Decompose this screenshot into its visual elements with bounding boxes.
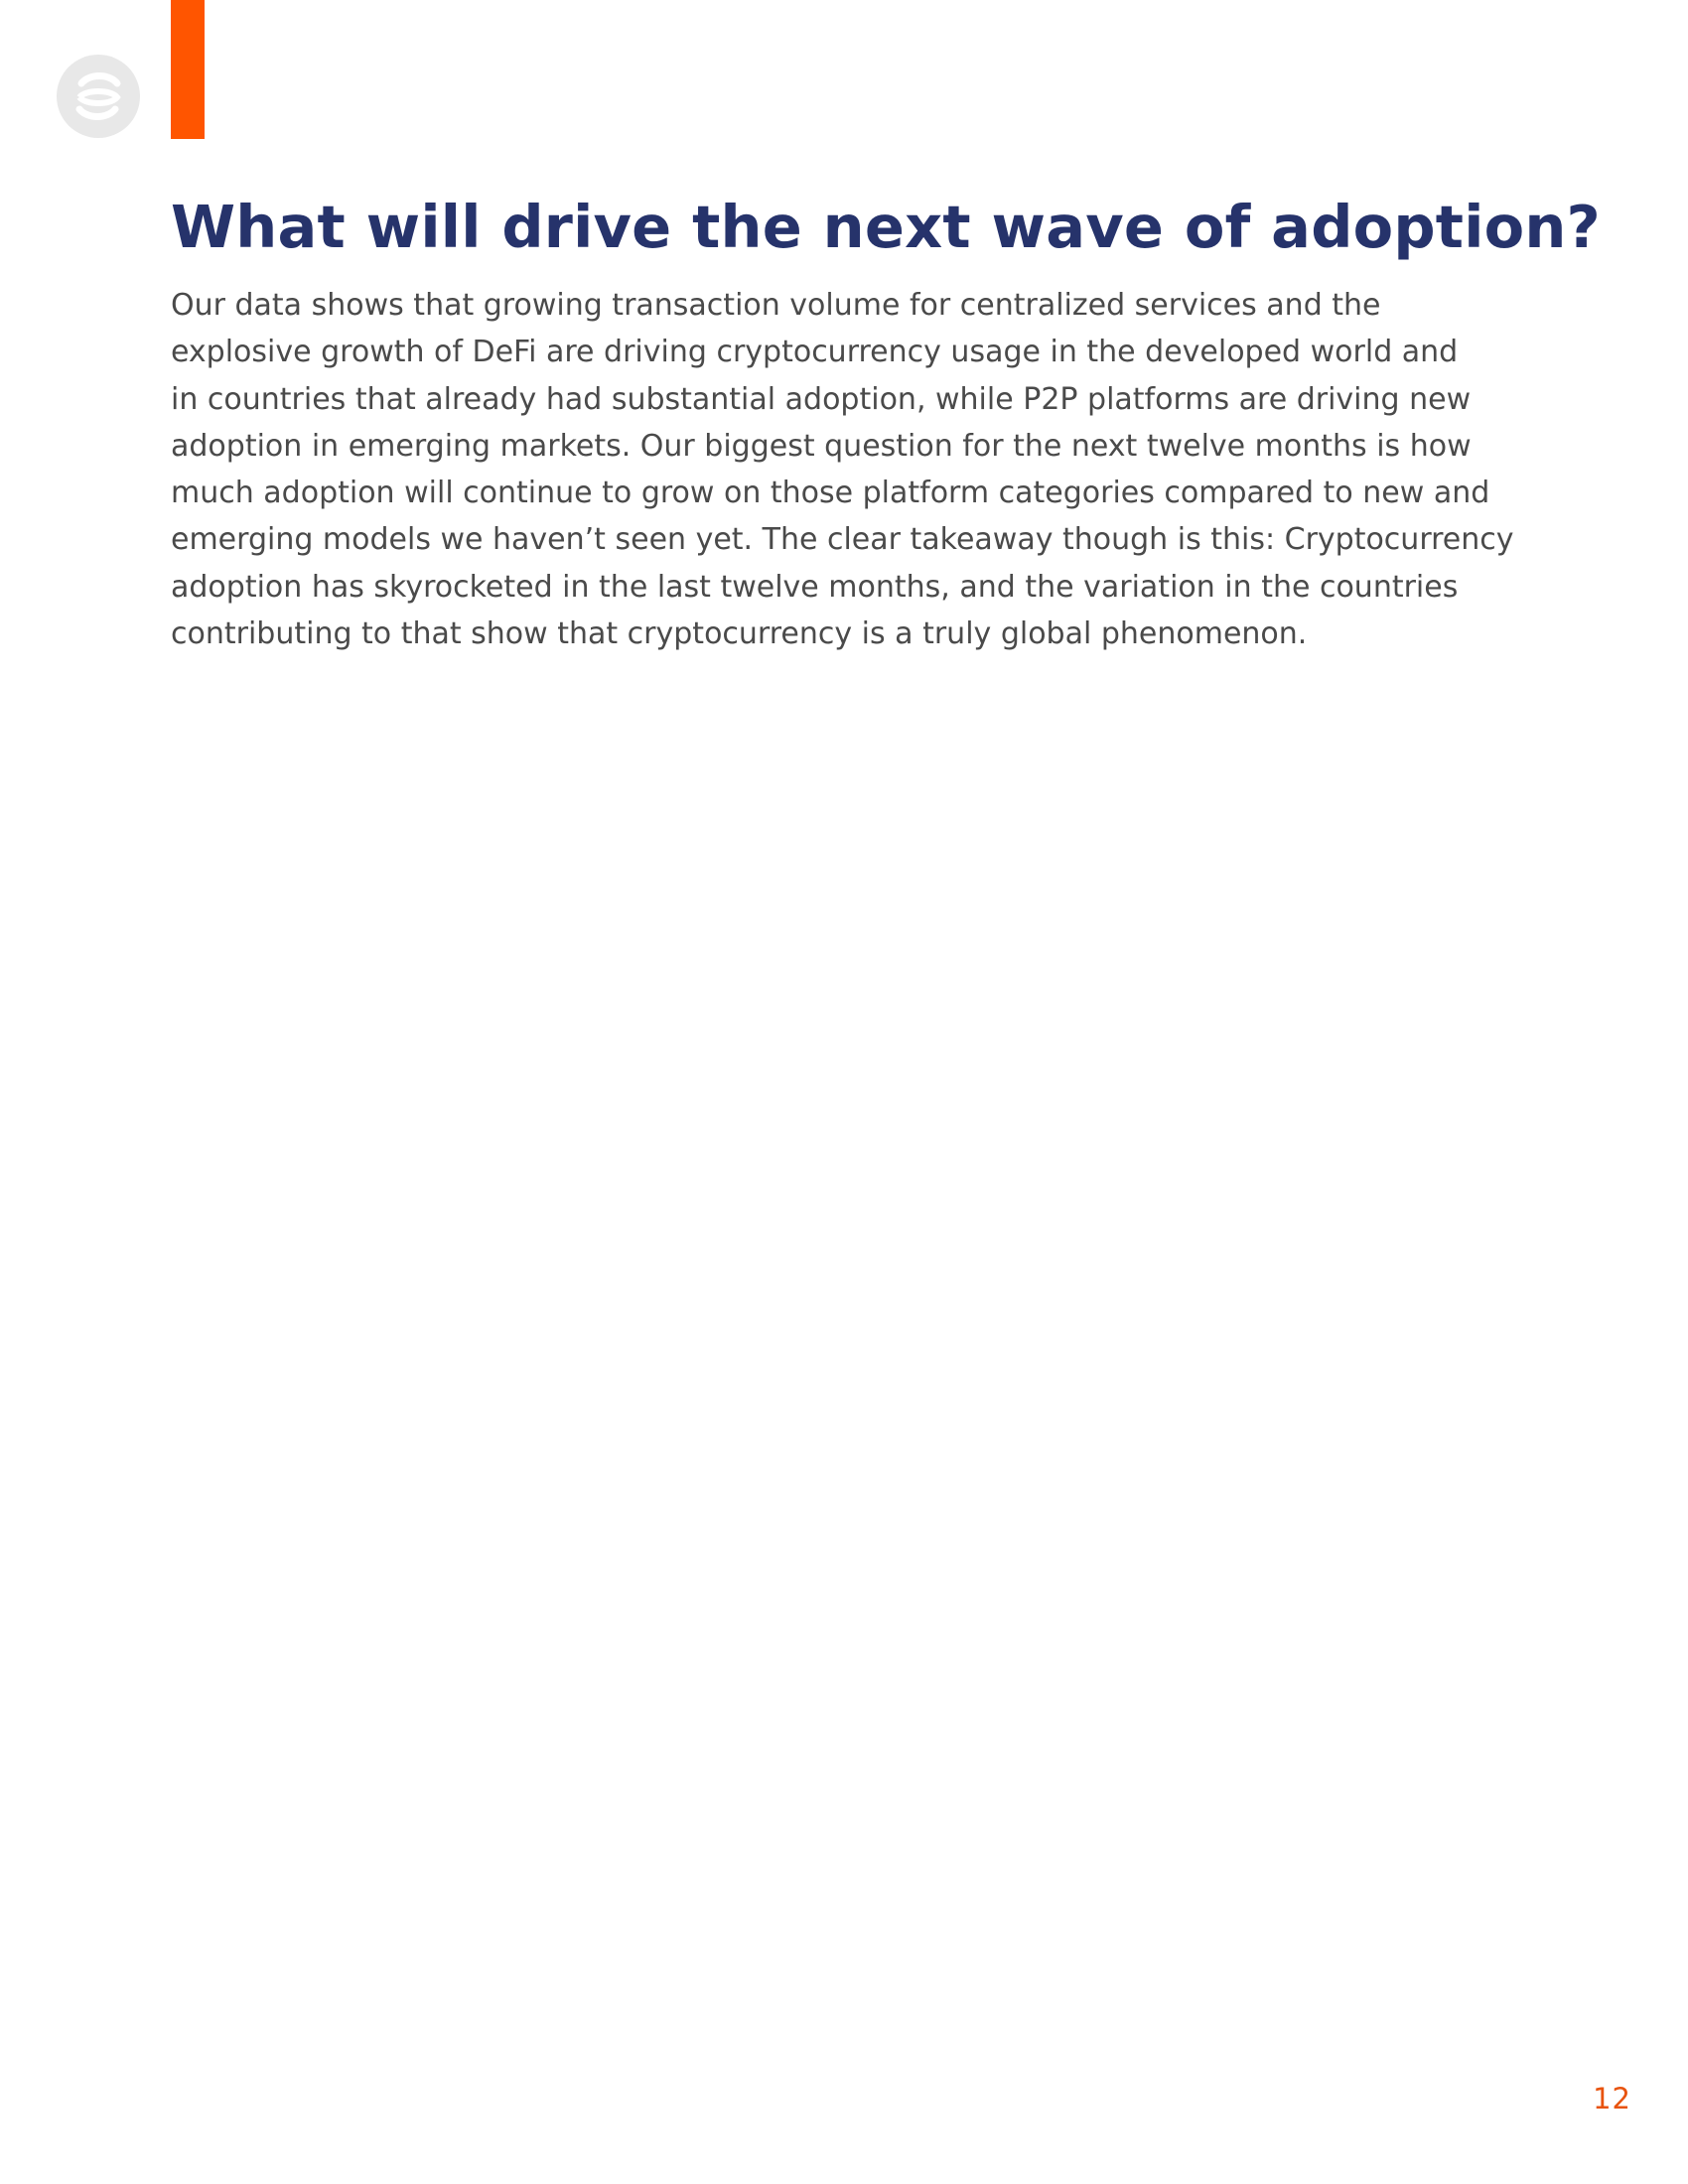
body-line: Our data shows that growing transaction volume for centralized services and the	[171, 288, 1381, 323]
body-paragraph	[171, 282, 1541, 657]
body-line: contributing to that show that cryptocurrency is a truly global phenomenon.	[171, 616, 1308, 652]
page-number: 12	[1593, 2082, 1631, 2116]
body-line: adoption has skyrocketed in the last twelve months, and the variation in the countries	[171, 569, 1459, 605]
logo-mark	[56, 54, 141, 139]
body-line: in countries that already had substantial adoption, while P2P platforms are driving new	[171, 381, 1472, 417]
logo-circle	[57, 55, 140, 138]
body-line: emerging models we haven’t seen yet. The clear takeaway though is this: Cryptocurrency	[171, 522, 1514, 558]
body-line: explosive growth of DeFi are driving cryptocurrency usage in the developed world and	[171, 335, 1459, 370]
body-line: much adoption will continue to grow on those platform categories compared to new and	[171, 476, 1490, 511]
page-title: What will drive the next wave of adoption?	[171, 193, 1601, 261]
chainalysis-logo-icon	[56, 54, 141, 139]
body-line: adoption in emerging markets. Our biggest question for the next twelve months is how	[171, 428, 1472, 464]
accent-bar	[171, 0, 205, 139]
